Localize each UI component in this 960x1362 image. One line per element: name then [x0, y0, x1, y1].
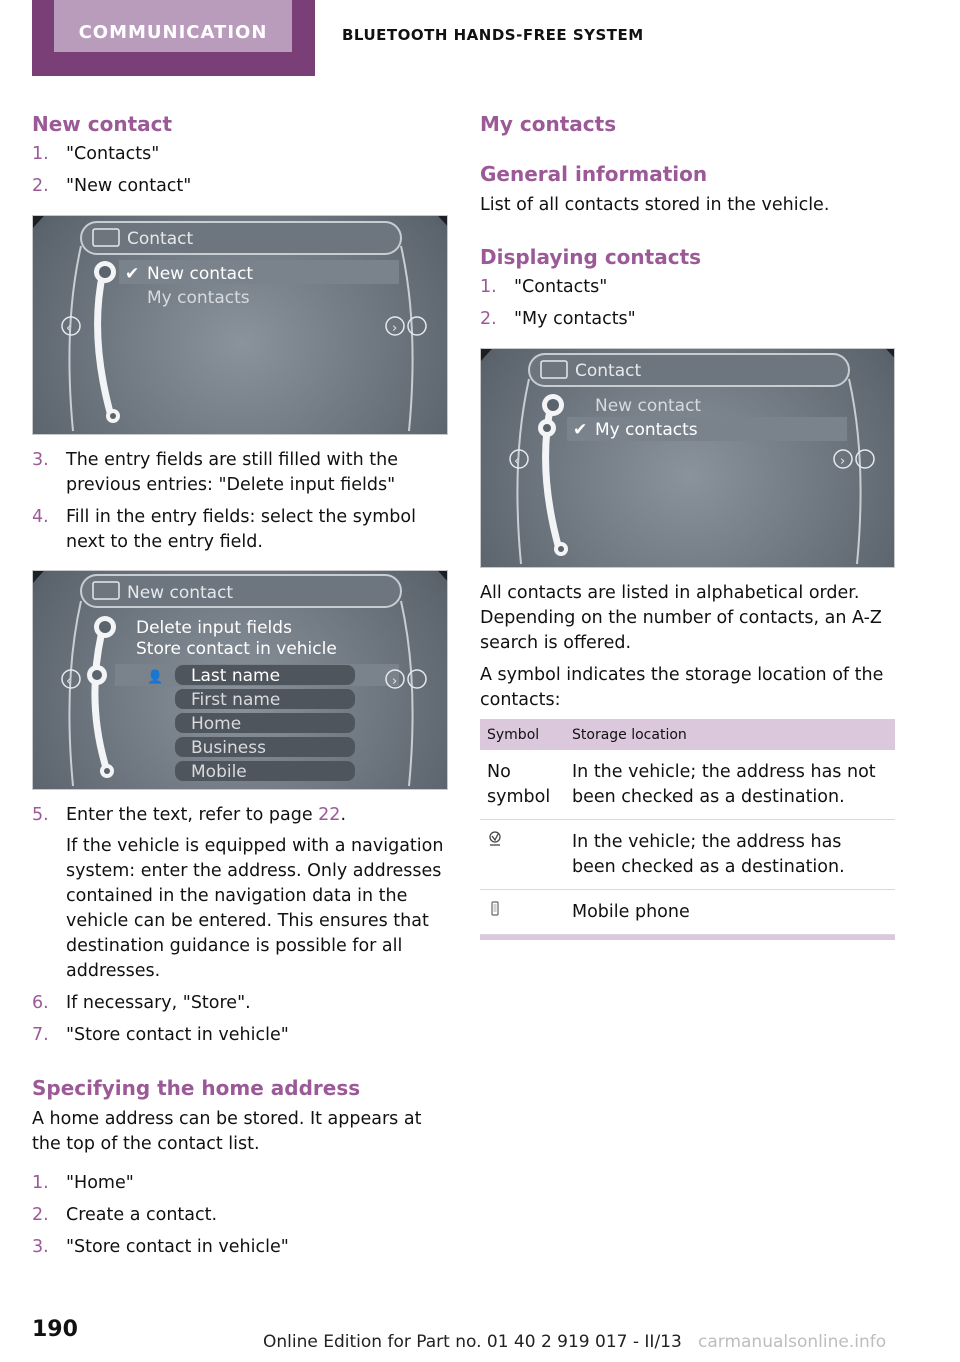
table-header-storage-location: Storage location — [572, 726, 687, 743]
menu-item-my-contacts: My contacts — [595, 420, 698, 440]
header-subsection-title: BLUETOOTH HANDS-FREE SYSTEM — [342, 26, 644, 44]
list-item — [32, 1203, 452, 1228]
screen-header-text: Contact — [575, 361, 642, 381]
field-home: Home — [191, 714, 242, 734]
list-item — [32, 174, 452, 199]
table-cell-location: In the vehicle; the address has not been checked as a destination. — [572, 762, 876, 807]
menu-item-my-contacts: My contacts — [147, 288, 250, 308]
step-text: "My contacts" — [514, 309, 636, 329]
step-number: 6. — [32, 993, 49, 1013]
watermark: carmanualsonline.info — [698, 1332, 887, 1352]
list-item — [32, 1171, 452, 1196]
home-address-steps — [32, 1171, 452, 1267]
screen-header-text: New contact — [127, 583, 234, 603]
new-contact-steps-a — [32, 142, 452, 206]
list-item — [32, 1235, 452, 1260]
table-cell-location: Mobile phone — [572, 902, 690, 922]
step-text: "Home" — [66, 1173, 134, 1193]
table-cell-symbol — [480, 820, 572, 889]
svg-text:‹: ‹ — [66, 321, 72, 336]
step-number: 1. — [32, 1173, 49, 1193]
general-information-body: List of all contacts stored in the vehicle. — [480, 195, 830, 215]
step-number: 7. — [32, 1025, 49, 1045]
field-first-name: First name — [191, 690, 281, 710]
list-item — [32, 803, 452, 984]
step-continuation: If the vehicle is equipped with a navigation system: enter the address. Only addresses contained in the navigation data in the vehicle can be entered. This ensures that destination guidance is possible for all addresses. — [66, 836, 444, 981]
step-number: 2. — [32, 176, 49, 196]
step-text: "Store contact in vehicle" — [66, 1237, 289, 1257]
step-number: 1. — [480, 277, 497, 297]
page-number: 190 — [32, 1317, 78, 1342]
destination-checked-icon — [487, 831, 503, 847]
list-item — [32, 142, 452, 167]
person-icon: 👤 — [147, 670, 164, 685]
list-item — [32, 1023, 452, 1048]
idrive-screen-my-contacts — [480, 348, 895, 568]
general-information-heading: General information — [480, 162, 708, 186]
step-number: 5. — [32, 805, 49, 825]
list-item — [32, 505, 452, 555]
table-header — [480, 719, 895, 750]
svg-text:›: › — [840, 454, 846, 469]
home-address-body: A home address can be stored. It appears at the top of the contact list. — [32, 1109, 422, 1154]
step-text: "Store contact in vehicle" — [66, 1025, 289, 1045]
list-item — [480, 275, 895, 300]
storage-symbol-body: A symbol indicates the storage location of the contacts: — [480, 665, 884, 710]
table-header-symbol: Symbol — [487, 726, 540, 743]
menu-item-store-contact: Store contact in vehicle — [136, 639, 337, 659]
step-text: Enter the text, refer to page — [66, 805, 319, 825]
home-address-heading: Specifying the home address — [32, 1076, 361, 1100]
step-number: 1. — [32, 144, 49, 164]
step-number: 3. — [32, 1237, 49, 1257]
new-contact-steps-c — [32, 803, 452, 1055]
idrive-screen-new-contact — [32, 570, 448, 790]
table-cell-symbol: No symbol — [487, 762, 551, 807]
menu-item-delete-input-fields: Delete input fields — [136, 618, 292, 638]
step-text: "New contact" — [66, 176, 192, 196]
new-contact-steps-b — [32, 448, 452, 562]
svg-text:‹: ‹ — [66, 674, 72, 689]
table-row — [480, 820, 895, 890]
svg-text:✔: ✔ — [573, 420, 588, 440]
step-text-end: . — [340, 805, 347, 825]
displaying-contacts-heading: Displaying contacts — [480, 245, 702, 269]
mobile-phone-icon — [487, 901, 503, 917]
step-text: The entry fields are still filled with the previous entries: "Delete input fields" — [66, 450, 398, 495]
idrive-screen-contact-menu — [32, 215, 448, 435]
contacts-listing-body: All contacts are listed in alphabetical order. Depending on the number of contacts, an A-Z search is offered. — [480, 583, 882, 653]
displaying-contacts-steps — [480, 275, 895, 339]
svg-text:✔: ✔ — [125, 264, 140, 284]
table-cell-location: In the vehicle; the address has been checked as a destination. — [572, 832, 845, 877]
list-item — [480, 307, 895, 332]
table-cell-symbol — [480, 890, 572, 934]
my-contacts-heading: My contacts — [480, 112, 617, 136]
list-item — [32, 448, 452, 498]
step-text: Fill in the entry fields: select the symbol next to the entry field. — [66, 507, 416, 552]
step-number: 2. — [480, 309, 497, 329]
page-reference-link[interactable]: 22 — [318, 805, 341, 825]
svg-text:‹: ‹ — [514, 454, 520, 469]
menu-item-new-contact: New contact — [595, 396, 702, 416]
screen-header-text: Contact — [127, 229, 194, 249]
new-contact-heading: New contact — [32, 112, 173, 136]
svg-text:›: › — [392, 321, 398, 336]
menu-item-new-contact: New contact — [147, 264, 254, 284]
field-mobile: Mobile — [191, 762, 247, 782]
header-section-title: COMMUNICATION — [78, 22, 268, 43]
step-text: "Contacts" — [66, 144, 160, 164]
table-bottom-rule — [480, 935, 895, 940]
step-text: "Contacts" — [514, 277, 608, 297]
field-last-name: Last name — [191, 666, 281, 686]
step-number: 2. — [32, 1205, 49, 1225]
field-business: Business — [191, 738, 266, 758]
storage-location-table — [480, 719, 895, 940]
table-row — [480, 750, 895, 820]
step-text: Create a contact. — [66, 1205, 218, 1225]
step-number: 3. — [32, 450, 49, 470]
step-text: If necessary, "Store". — [66, 993, 251, 1013]
svg-text:›: › — [392, 674, 398, 689]
table-row — [480, 890, 895, 935]
list-item — [32, 991, 452, 1016]
step-number: 4. — [32, 507, 49, 527]
edition-note: Online Edition for Part no. 01 40 2 919 017 - II/13 — [263, 1332, 682, 1352]
